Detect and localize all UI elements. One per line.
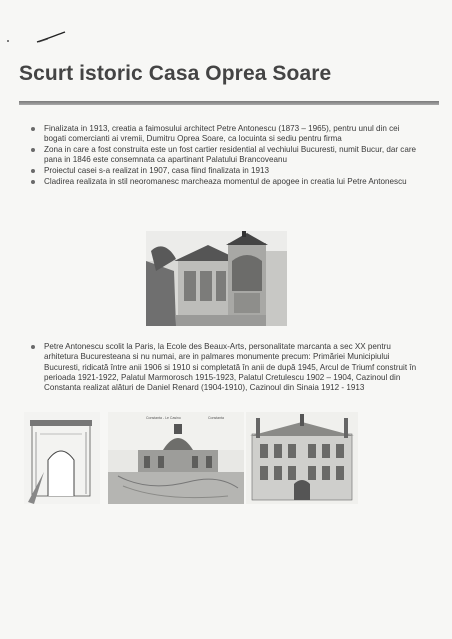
house-photo bbox=[146, 231, 287, 326]
list-item: Proiectul casei s-a realizat in 1907, casa fiind finalizata in 1913 bbox=[28, 166, 420, 176]
bullet-icon bbox=[31, 345, 35, 349]
casino-sinaia-drawing bbox=[246, 412, 358, 504]
page-title: Scurt istoric Casa Oprea Soare bbox=[19, 62, 332, 85]
list-item: Finalizata in 1913, creatia a faimosului architect Petre Antonescu (1873 – 1965), pentru unul din cei bogati comercianti ai vremii, Dumitru Oprea Soare, ca locuinta si sediu pentru firma bbox=[28, 124, 420, 145]
arc-de-triumf-drawing bbox=[24, 412, 100, 504]
speck-mark bbox=[7, 40, 9, 42]
list-item: Cladirea realizata in stil neoromanesc marcheaza momentul de apogee in creatia lui Petre Antonescu bbox=[28, 177, 420, 187]
pen-scribble bbox=[36, 30, 66, 44]
list-item: Petre Antonescu scolit la Paris, la Ecole des Beaux-Arts, personalitate marcanta a sec XX pentru arhitetura Bucuresteana si nu numai, are in palmares monumente precum: Primăriei Municipiului Bucuresti, ridicată între anii 1906 si 1910 si completată în anii de după 1945, Arcul de Triumf construit în perioada 1921-1922, Palatul Marmorosch 1915-1923, Palatul Cretulescu 1902 – 1904, Cazinoul din Constanta realizat alături de Daniel Renard (1904-1910), Cazinoul din Sinaia 1912 - 1913 bbox=[28, 342, 420, 393]
casino-constanta-postcard bbox=[108, 412, 244, 504]
postcard-caption-right: Constanta bbox=[208, 416, 224, 420]
bullet-list-history bbox=[28, 124, 420, 188]
bullet-list-architect bbox=[28, 342, 420, 394]
bullet-icon bbox=[31, 148, 35, 152]
list-item: Zona in care a fost construita este un fost cartier residential al vechiului Bucuresti, numit Bucur, dar care pana in 1846 este consemnata ca apartinant Palatului Brancoveanu bbox=[28, 145, 420, 166]
bullet-icon bbox=[31, 169, 35, 173]
title-rule bbox=[19, 101, 439, 105]
bullet-icon bbox=[31, 127, 35, 131]
postcard-caption-left: Constanta - Le Casino bbox=[146, 416, 181, 420]
bullet-icon bbox=[31, 180, 35, 184]
